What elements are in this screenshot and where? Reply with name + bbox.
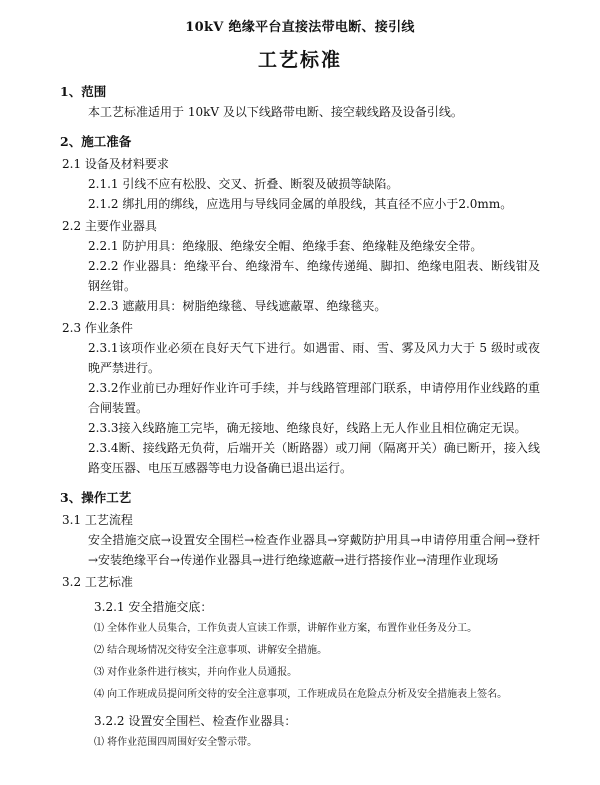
item-2-3-1: 2.3.1该项作业必须在良好天气下进行。如遇雷、雨、雪、雾及风力大于 5 级时或夜晚严禁进行。 — [88, 341, 540, 375]
section-3-heading: 3、操作工艺 — [60, 490, 132, 505]
item-2-1-2: 2.1.2 绑扎用的绑线，应选用与导线同金属的单股线，其直径不应小于2.0mm。 — [88, 197, 513, 211]
item-3-2-1-4: ⑷ 向工作班成员提问所交待的安全注意事项，工作班成员在危险点分析及安全措施表上签名。 — [94, 689, 508, 700]
item-2-2-3: 2.2.3 遮蔽用具：树脂绝缘毯、导线遮蔽罩、绝缘毯夹。 — [88, 299, 387, 313]
section-3-2-heading: 3.2 工艺标准 — [62, 575, 133, 589]
section-2-1-heading: 2.1 设备及材料要求 — [62, 157, 169, 171]
section-1-text: 本工艺标准适用于 10kV 及以下线路带电断、接空载线路及设备引线。 — [88, 105, 463, 119]
item-3-2-2-1: ⑴ 将作业范围四周围好安全警示带。 — [94, 737, 258, 748]
item-2-2-2: 2.2.2 作业器具：绝缘平台、绝缘滑车、绝缘传递绳、脚扣、绝缘电阻表、断线钳及钢丝钳。 — [88, 259, 540, 293]
process-flow-text: 安全措施交底→设置安全围栏→检查作业器具→穿戴防护用具→申请停用重合闸→登杆→安装绝缘平台→传递作业器具→进行绝缘遮蔽→进行搭接作业→清理作业现场 — [88, 533, 540, 567]
item-2-3-2: 2.3.2作业前已办理好作业许可手续，并与线路管理部门联系，申请停用作业线路的重合闸装置。 — [88, 381, 540, 415]
section-2-3-heading: 2.3 作业条件 — [62, 321, 133, 335]
item-2-3-4: 2.3.4断、接线路无负荷，后端开关（断路器）或刀闸（隔离开关）确已断开，接入线路变压器、电压互感器等电力设备确已退出运行。 — [88, 441, 540, 475]
item-2-2-1: 2.2.1 防护用具：绝缘服、绝缘安全帽、绝缘手套、绝缘鞋及绝缘安全带。 — [88, 239, 483, 253]
item-3-2-1-1: ⑴ 全体作业人员集合，工作负责人宣读工作票，讲解作业方案，布置作业任务及分工。 — [94, 623, 478, 634]
document-subtitle: 工艺标准 — [257, 49, 342, 71]
document-title: 10kV 绝缘平台直接法带电断、接引线 — [185, 20, 415, 35]
item-3-2-1-2: ⑵ 结合现场情况交待安全注意事项、讲解安全措施。 — [94, 645, 328, 656]
section-3-1-heading: 3.1 工艺流程 — [62, 513, 133, 527]
section-3-2-1-heading: 3.2.1 安全措施交底： — [94, 600, 213, 614]
item-3-2-1-3: ⑶ 对作业条件进行核实，并向作业人员通报。 — [94, 667, 298, 678]
section-2-heading: 2、施工准备 — [60, 134, 132, 149]
item-2-3-3: 2.3.3接入线路施工完毕，确无接地、绝缘良好，线路上无人作业且相位确定无误。 — [88, 421, 527, 435]
item-2-1-1: 2.1.1 引线不应有松股、交叉、折叠、断裂及破损等缺陷。 — [88, 177, 399, 191]
document-page — [0, 16, 600, 785]
section-3-2-2-heading: 3.2.2 设置安全围栏、检查作业器具： — [94, 714, 297, 728]
section-1-heading: 1、范围 — [60, 84, 107, 99]
section-2-2-heading: 2.2 主要作业器具 — [62, 219, 157, 233]
